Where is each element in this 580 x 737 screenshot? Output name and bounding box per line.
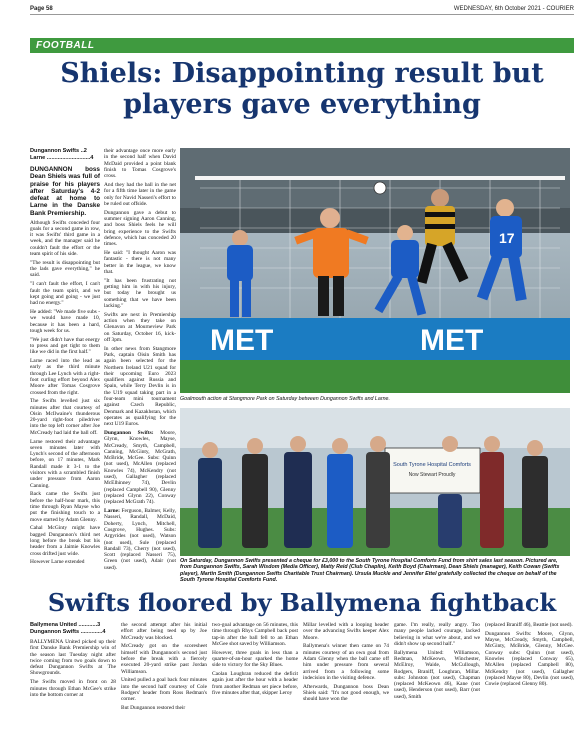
body-paragraph: McCready got on the scoresheet himself with Dungannon's second just before the break with a fiercely executed 20-yard strike past Jordan Williamson. bbox=[121, 643, 207, 675]
cheque-presentation-photo bbox=[180, 408, 570, 556]
cheque-photo-svg bbox=[180, 408, 570, 556]
story2-col4-body bbox=[303, 622, 389, 703]
larne-team-list: Ferguson, Balmer, Kelly, Nasseri, Randall, McDaid, Doherty, Lynch, Mitchell, Cosgrove, Hughes. Subs: Argyrides (not used), Watson (not used), Sule (replaced Randall 73), Cherry (not used), Scott (replaced Nasseri 75), Green (not used), Adair (not used). bbox=[104, 508, 176, 571]
body-paragraph: However Larne extended bbox=[30, 559, 85, 566]
body-paragraph: In other news from Stangmore Park, captain Oisin Smith has again been selected for the Northern Ireland U21 squad for their upcoming Euro 2023 qualifiers against Russia and Spain, while Terry Devlin is in the U19 squad taking part in a four-team mini tournament against Czech Republic, Denmark and Kazakhstan, which operates as qualifying for the next U19 Euros. bbox=[104, 345, 176, 428]
section-label: FOOTBALL bbox=[30, 38, 574, 53]
body-paragraph: two-goal advantage on 56 minutes, this time through Rhys Campbell back post tap-in after the ball fell to an Ethan McGee shot saved by Williamson. bbox=[212, 622, 298, 647]
story1-intro: DUNGANNON boss Dean Shiels was full of praise for his players after Saturday's 4-2 defeat at home to Larne in the Danske Bank Premiership. bbox=[30, 166, 100, 217]
body-paragraph: Dungannon gave a debut to summer signing Aaron Canning, and boss Shiels feels he will bring experience to the Swifts defence, which has conceded 20 times. bbox=[104, 209, 176, 248]
body-paragraph: Although Swifts conceded four goals for a second game in row, it was Swifts' third game in a week, and the manager said he couldn't fault the effort or the team spirit of his side. bbox=[30, 219, 100, 258]
ad-board-left: MET bbox=[210, 324, 274, 357]
body-paragraph: "It has been frustrating not getting him in with his injury, but today he brought us something that we have been lacking." bbox=[104, 277, 176, 309]
goalmouth-photo-svg bbox=[180, 148, 570, 393]
story2-column-1 bbox=[30, 622, 116, 734]
body-paragraph: Cahal McGinty might have bagged Dungannon's third net long before the break but his header from a Jaimie Knowles cross drifted just wide. bbox=[30, 525, 100, 557]
body-paragraph: The Swifts levelled just six minutes after that courtesy of Oisin McIlwaine's thunderous 20-yard right-foot piledriver into the top left corner after Joe McCready had laid the ball off. bbox=[30, 398, 100, 436]
svg-text:17: 17 bbox=[499, 230, 515, 246]
score-line-away: Larne ............................4 bbox=[30, 155, 94, 161]
cheque-board bbox=[385, 448, 480, 493]
body-paragraph: (replaced Braniff 46), Beattie (not used). bbox=[485, 622, 573, 628]
body-paragraph: the second attempt after his initial effort after being teed up by Joe McCready was blocked. bbox=[121, 622, 207, 641]
body-paragraph: Millar levelled with a looping header over the advancing Swifts keeper Alex Moore. bbox=[303, 622, 389, 641]
page-header bbox=[30, 4, 574, 14]
body-paragraph: game. I'm really, really angry. Too many people lacked courage, lacked believing in what we're about, and we didn't show up second half." bbox=[394, 622, 480, 647]
swifts-team-label: Dungannon Swifts: bbox=[104, 429, 154, 436]
body-paragraph: Larne raced into the lead as early as the third minute through Lee Lynch with a right-foot curling effort beyond Alex Moore after Tomas Cosgrove crossed from the right. bbox=[30, 358, 100, 396]
body-paragraph: Afterwards, Dungannon boss Dean Shiels said: "It's not good enough, we should have won the bbox=[303, 683, 389, 703]
body-paragraph: And they had the ball in the net for a fifth time later in the game only for Navid Nasseri's effort to be ruled out offside. bbox=[104, 181, 176, 207]
story2-column-4 bbox=[303, 622, 389, 734]
larne-team-label: Larne: bbox=[104, 508, 120, 515]
body-paragraph: Back came the Swifts just before the half-hour mark, this time through Ryan Mayse who put the finishing touch to a move started by Adam Glenny. bbox=[30, 491, 100, 523]
story2-headline: Swifts floored by Ballymena fightback bbox=[47, 588, 557, 617]
caption-cheque bbox=[180, 558, 570, 583]
body-paragraph: He said: "I thought Aaron was fantastic - there is not many better in the league, we know that. bbox=[104, 249, 176, 275]
caption-goalmouth: Goalmouth action at Stangmore Park on Saturday between Dungannon Swifts and Larne. bbox=[180, 396, 390, 402]
story2-column-5 bbox=[394, 622, 480, 734]
body-paragraph: United pulled a goal back four minutes into the second half courtesy of Cole Rodgers' header from Ross Redman's corner. bbox=[121, 677, 207, 703]
body-paragraph: Ballymena's winner then came on 74 minutes courtesy of an own goal from Adam Glenny when the ball came off him under pressure from several arrived from a following some indecision in the visiting defence. bbox=[303, 643, 389, 681]
story2-col6-body bbox=[485, 622, 574, 687]
body-paragraph: "The result is disappointing but the lads gave everything," he said. bbox=[30, 259, 100, 279]
issue-date: WEDNESDAY, 6th October 2021 - COURIER bbox=[453, 6, 574, 12]
ad-board-right: MET bbox=[420, 324, 484, 357]
story2-column-3 bbox=[212, 622, 298, 734]
body-paragraph: The Swifts moved in front on 28 minutes through Ethan McGee's strike into the bottom corner at bbox=[30, 679, 116, 698]
story2-score-away: Dungannon Swifts ..............4 bbox=[30, 629, 106, 635]
body-paragraph: But Dungannon restored their bbox=[121, 705, 186, 712]
header-rule bbox=[30, 14, 574, 15]
story2-col5-body bbox=[394, 622, 480, 700]
story2-score-home: Ballymena United ............3 bbox=[30, 622, 101, 628]
body-paragraph: Ballymena United: Williamson, Redman, McKeown, Winchester, McElroy, Waide, McCullough, Rodgers, Braniff, Loughran, Millar. subs: Johnston (not used), Chapman (replaced McKeown 46), Kane (not used), Henderson (not used), Barr (not used), Smith bbox=[394, 649, 480, 700]
body-paragraph: Dungannon Swifts: Moore, Glynn, Mayse, McCready, Smyth, Campbell, McGinty, McBride, Glenny, McGee. Conway subs: Quinn (not used), Knowles (replaced Conway 65), McAllen (replaced Campbell 80), McKendry (not used), Gallagher (replaced Mayse 80), Devlin (not used), Cowie (replaced Glenny 80). bbox=[485, 630, 574, 688]
body-paragraph: "We just didn't have that energy to press and get tight to them like we did in the first half." bbox=[30, 336, 100, 356]
body-paragraph: Caolan Loughran reduced the deficit again just after the hour with a header from another Redman set piece before, five minutes after that, skipper Leroy bbox=[212, 671, 298, 696]
story1-headline: Shiels: Disappointing result but players gave everything bbox=[60, 58, 544, 120]
story1-col1-body bbox=[30, 220, 100, 566]
story2-column-2 bbox=[121, 622, 207, 734]
story1-column-1 bbox=[30, 148, 100, 580]
story2-col2-body bbox=[121, 622, 207, 711]
body-paragraph: He added: "We made five subs - we would have made 10, because it has been a hard, tough week for us. bbox=[30, 308, 100, 334]
cheque-subtitle: Now Stewart Proudly bbox=[408, 472, 456, 478]
body-paragraph: Larne restored their advantage seven minutes later with Lynch's second of the afternoon before, on 17 minutes, Mark Randall made it 3-1 to the visitors with a scrambled finish under pressure from Aaron Canning. bbox=[30, 438, 100, 489]
body-paragraph: their advantage once more early in the second half when David McDaid provided a point blank finish to Tomas Cosgrove's cross. bbox=[104, 148, 176, 180]
body-paragraph: Swifts are next in Premiership action when they take on Glenavon at Mourneview Park on Saturday, October 16, kick-off 3pm. bbox=[104, 311, 176, 343]
body-paragraph: "I can't fault the effort, I can't fault the team spirit, and we kept going and going - we just had no energy." bbox=[30, 281, 100, 307]
story2-col1-body bbox=[30, 639, 116, 698]
swifts-team-list: Moore, Glynn, Knowles, Mayse, McCready, Smyth, Campbell, Canning, McGinty, McGrath, McBride, McGee. Subs: Quinn (not used), McAllen (replaced Knowles 74), McKendry (not used), Gallagher (replaced McElhinney 74), Devlin (replaced Campbell 90), Glenny (replaced Glynn 22), Conway (replaced McGrath 74). bbox=[104, 429, 176, 506]
story1-col2-body bbox=[104, 148, 176, 427]
score-line-home: Dungannon Swifts ..2 bbox=[30, 148, 87, 154]
story2-column-6 bbox=[485, 622, 574, 734]
body-paragraph: BALLYMENA United picked up their first Danske Bank Premiership win of the season last Tuesday night after twice coming from two goals down to defeat Dungannon Swifts at The Showgrounds. bbox=[30, 639, 116, 677]
story2-col3-body bbox=[212, 622, 298, 696]
page-number: Page 58 bbox=[30, 6, 53, 12]
story1-column-2 bbox=[104, 148, 176, 580]
football bbox=[374, 182, 386, 194]
goalmouth-photo bbox=[180, 148, 570, 393]
cheque-title: South Tyrone Hospital Comforts bbox=[393, 462, 471, 468]
body-paragraph: However, three goals in less than a quarter-of-an-hour sparked the home side to victory for the Sky Blues. bbox=[212, 649, 298, 669]
caption-cheque-text: On Saturday, Dungannon Swifts presented a cheque for £3,000 to the South Tyrone Hospital Comforts Fund from shirt sales last season. Pictured are, from Dungannon Swifts, Sarah Wisdom (Media Officer), Matty Reid (Club Chaplin), Keith Boyd (Chairman), Dean Shiels (manager), Keith Cowan (Swifts player), Martin Smith (Dungannon Swifts Charitable Trust Chairman). Ursula Muckle and Jennifer Ettel gratefully collected the cheque on behalf of the South Tyrone Hospital Comforts Fund. bbox=[180, 558, 560, 583]
